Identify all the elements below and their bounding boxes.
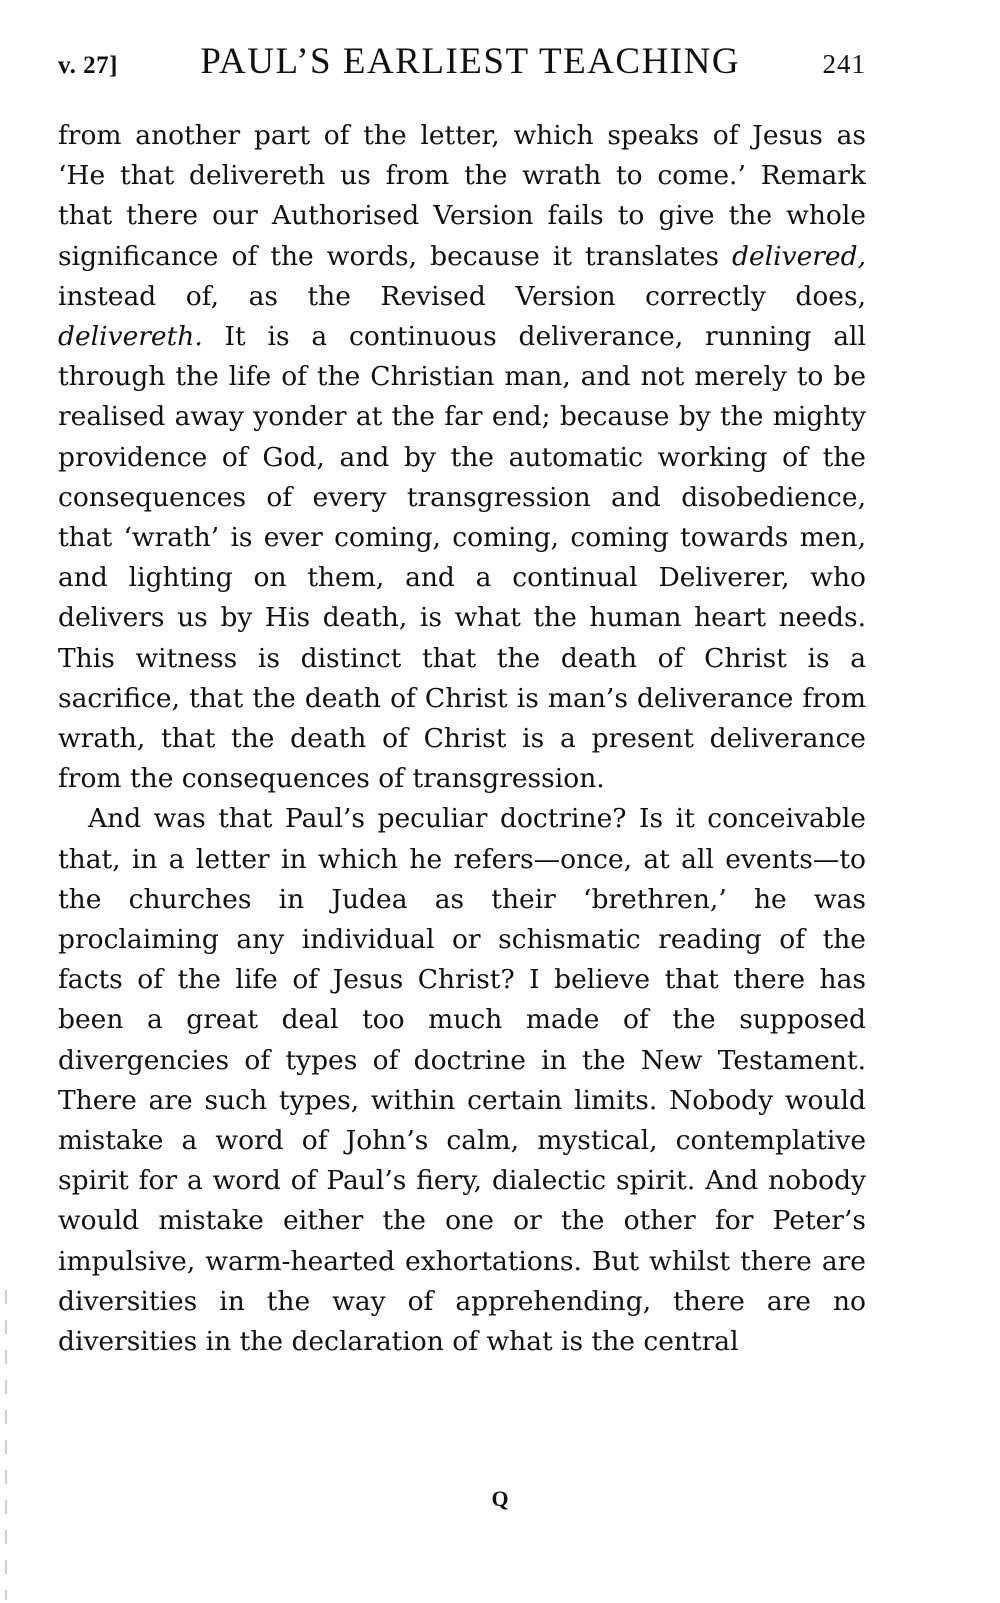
- italic-delivered: delivered,: [732, 240, 866, 272]
- paragraph-1-part-b: instead of, as the Revised Version correctly does,: [58, 280, 866, 312]
- running-title: PAUL’S EARLIEST TEACHING: [200, 41, 741, 82]
- signature-mark: Q: [491, 1486, 509, 1511]
- page-number: 241: [822, 49, 866, 79]
- paragraph-1: [58, 116, 866, 799]
- verse-reference: v. 27]: [58, 52, 118, 79]
- italic-delivereth: delivereth.: [58, 321, 203, 353]
- margin-scan-marks: [5, 1290, 7, 1600]
- paragraph-1-part-a: from another part of the letter, which speaks of Jesus as ‘He that delivereth us from the wrath to come.’ Remark that there our Authorised Version fails to give the whole significance of the words, because it translates: [58, 120, 866, 272]
- body-text: [58, 116, 866, 1362]
- paragraph-1-part-c: It is a continuous deliverance, running all through the life of the Christian man, and not merely to be realised away yonder at the far end; because by the mighty providence of God, and by the automatic working of the consequences of every transgression and disobedience, that ‘wrath’ is ever coming, coming, coming towards men, and lighting on them, and a continual Deliverer, who delivers us by His death, is what the human heart needs. This witness is distinct that the death of Christ is a sacrifice, that the death of Christ is man’s deliverance from wrath, that the death of Christ is a present deliverance from the consequences of transgression.: [58, 321, 866, 795]
- paragraph-2: And was that Paul’s peculiar doctrine? Is it conceivable that, in a letter in which he refers—once, at all events—to the churches in Judea as their ‘brethren,’ he was proclaiming any individual or schismatic reading of the facts of the life of Jesus Christ? I believe that there has been a great deal too much made of the supposed divergencies of types of doctrine in the New Testament. There are such types, within certain limits. Nobody would mistake a word of John’s calm, mystical, contemplative spirit for a word of Paul’s fiery, dialectic spirit. And nobody would mistake either the one or the other for Peter’s impulsive, warm-hearted exhortations. But whilst there are diversities in the way of apprehending, there are no diversities in the declaration of what is the central: [58, 803, 866, 1358]
- running-header: [58, 40, 866, 90]
